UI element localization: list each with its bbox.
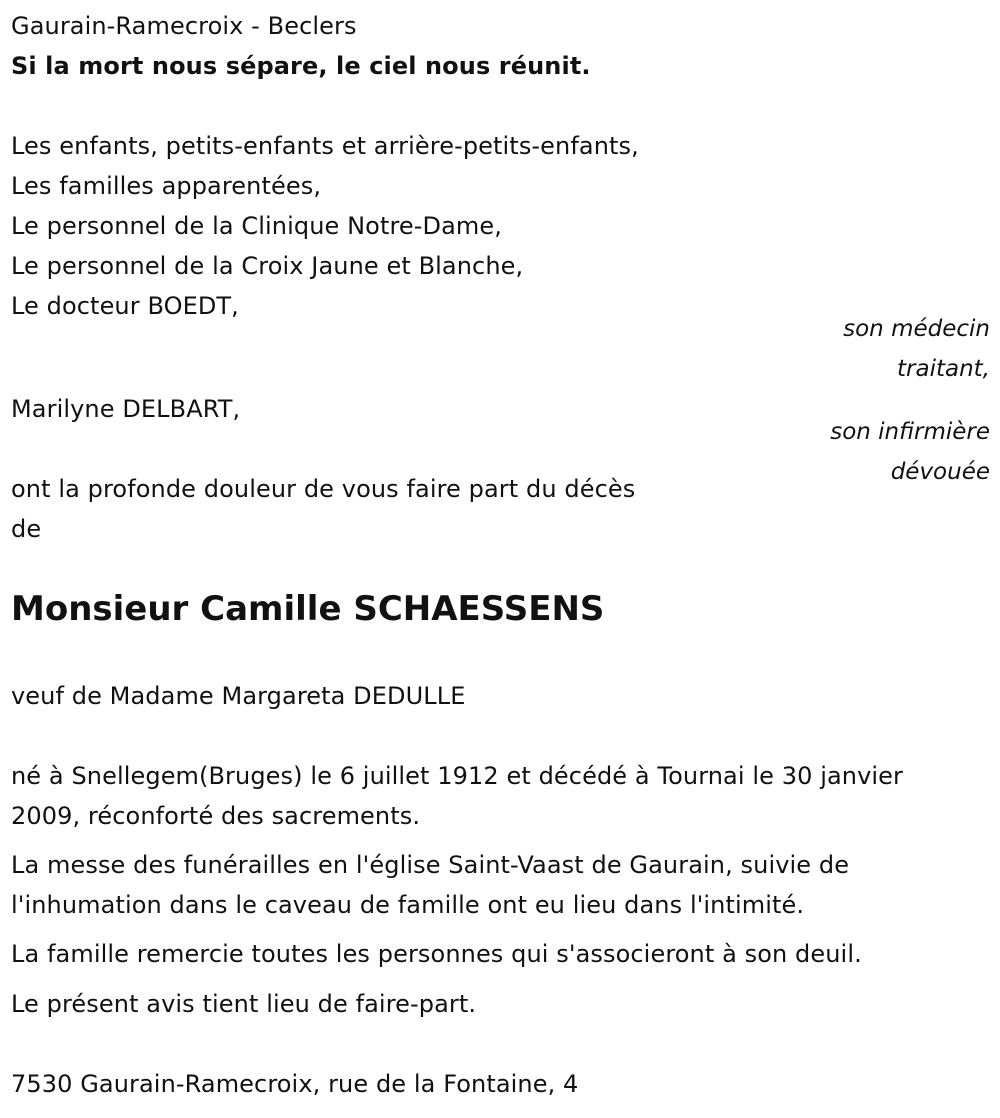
deceased-name: Monsieur Camille SCHAESSENS (11, 589, 605, 629)
announcement-line1: ont la profonde douleur de vous faire part du décès (11, 475, 636, 503)
nurse-note-line1: son infirmière (830, 419, 990, 445)
address-line: 7530 Gaurain-Ramecroix, rue de la Fontaine, 4 (11, 1070, 579, 1098)
nurse-note-line2: dévouée (890, 459, 990, 485)
nurse-name: Marilyne DELBART, (11, 395, 241, 423)
mourner-line: Le personnel de la Croix Jaune et Blanche, (11, 252, 524, 280)
doctor-note-line2: traitant, (897, 356, 990, 382)
funeral-mass-line2: l'inhumation dans le caveau de famille ont eu lieu dans l'intimité. (11, 891, 805, 919)
birth-death-line1: né à Snellegem(Bruges) le 6 juillet 1912 et décédé à Tournai le 30 janvier (11, 762, 903, 790)
mourner-line: Les enfants, petits-enfants et arrière-petits-enfants, (11, 132, 639, 160)
notice-line: Le présent avis tient lieu de faire-part. (11, 990, 477, 1018)
funeral-mass-line1: La messe des funérailles en l'église Saint-Vaast de Gaurain, suivie de (11, 851, 850, 879)
header-motto: Si la mort nous sépare, le ciel nous réunit. (11, 52, 591, 80)
announcement-line2: de (11, 515, 42, 543)
doctor-note-line1: son médecin (843, 316, 990, 342)
mourner-line: Le personnel de la Clinique Notre-Dame, (11, 212, 503, 240)
mourner-line: Les familles apparentées, (11, 172, 322, 200)
birth-death-line2: 2009, réconforté des sacrements. (11, 802, 421, 830)
mourner-line: Le docteur BOEDT, (11, 292, 239, 320)
header-location: Gaurain-Ramecroix - Beclers (11, 12, 357, 40)
widower-line: veuf de Madame Margareta DEDULLE (11, 682, 466, 710)
thanks-line: La famille remercie toutes les personnes qui s'associeront à son deuil. (11, 940, 862, 968)
